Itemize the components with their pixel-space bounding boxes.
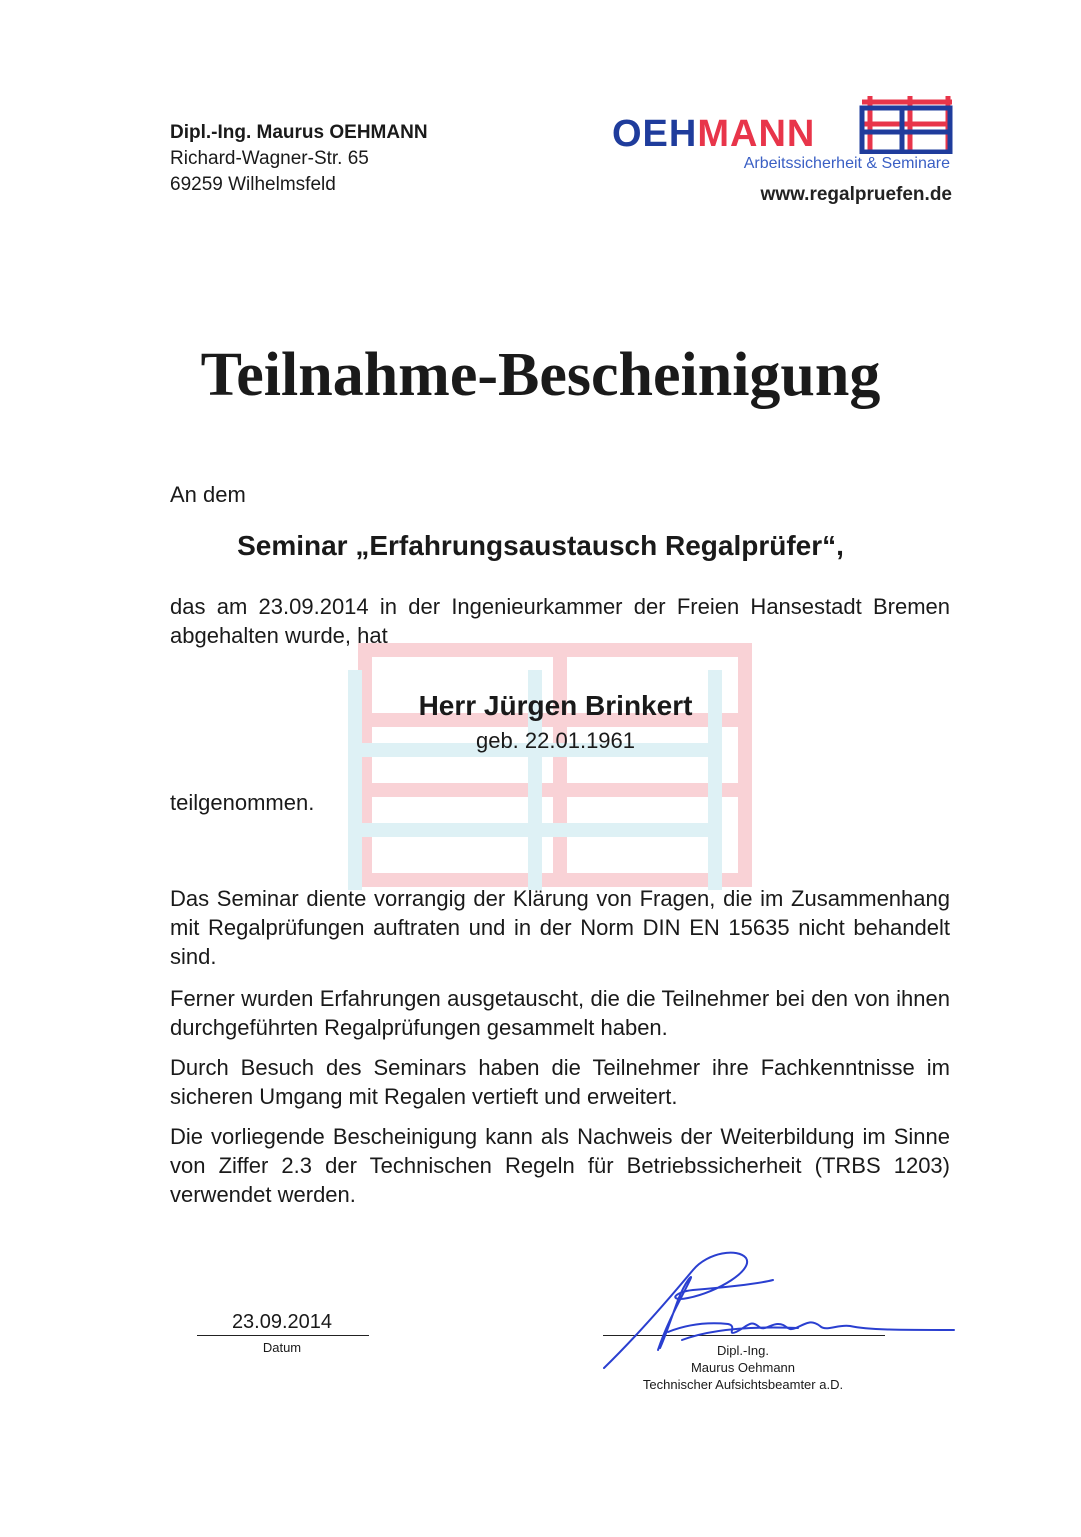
participant-birthdate: geb. 22.01.1961 xyxy=(475,728,636,753)
website-url: www.regalpruefen.de xyxy=(760,184,952,205)
company-logo xyxy=(612,92,958,212)
paragraph-trbs: Die vorliegende Bescheinigung kann als Nachweis der Weiterbildung im Sinne von Ziffer 2.3 der Technischen Regeln für Betriebssicherheit (TRBS 1203) verwendet werden. xyxy=(170,1124,950,1207)
signatory-name: Maurus Oehmann xyxy=(690,1360,796,1375)
an-dem-text: An dem xyxy=(170,482,246,507)
shelf-rack-icon xyxy=(858,94,954,154)
signatory-role: Technischer Aufsichtsbeamter a.D. xyxy=(642,1377,844,1392)
date-line xyxy=(197,1335,369,1336)
shelf-watermark-icon xyxy=(345,640,765,890)
sender-city: 69259 Wilhelmsfeld xyxy=(170,174,336,195)
seminar-intro: das am 23.09.2014 in der Ingenieurkammer der Freien Hansestadt Bremen abgehalten wurde, hat xyxy=(170,594,950,648)
sender-street: Richard-Wagner-Str. 65 xyxy=(170,148,369,169)
seminar-title: Seminar „Erfahrungsaustausch Regalprüfer“, xyxy=(237,530,844,561)
teilgenommen-text: teilgenommen. xyxy=(170,790,315,815)
date-value: 23.09.2014 xyxy=(231,1311,333,1333)
signatory-degree: Dipl.-Ing. xyxy=(716,1343,770,1358)
paragraph-exchange: Ferner wurden Erfahrungen ausgetauscht, die die Teilnehmer bei den von ihnen durchgeführten Regalprüfungen gesammelt haben. xyxy=(170,986,950,1040)
logo-subtitle: Arbeitssicherheit & Seminare xyxy=(743,155,950,172)
paragraph-knowledge: Durch Besuch des Seminars haben die Teilnehmer ihre Fachkenntnisse im sicheren Umgang mit Regalen vertieft und erweitert. xyxy=(170,1055,950,1109)
logo-wordmark xyxy=(612,114,815,154)
document-title: Teilnahme-Bescheinigung xyxy=(200,341,881,409)
logo-word-oeh: OEH xyxy=(612,113,698,155)
paragraph-purpose: Das Seminar diente vorrangig der Klärung von Fragen, die im Zusammenhang mit Regalprüfungen auftraten und in der Norm DIN EN 15635 nicht behandelt sind. xyxy=(170,886,950,969)
signatory-block xyxy=(600,1342,886,1393)
logo-word-mann: MANN xyxy=(697,113,816,155)
participant-name: Herr Jürgen Brinkert xyxy=(418,690,693,721)
sender-address xyxy=(170,120,428,198)
sender-name: Dipl.-Ing. Maurus OEHMANN xyxy=(170,122,428,143)
date-label: Datum xyxy=(262,1340,302,1355)
